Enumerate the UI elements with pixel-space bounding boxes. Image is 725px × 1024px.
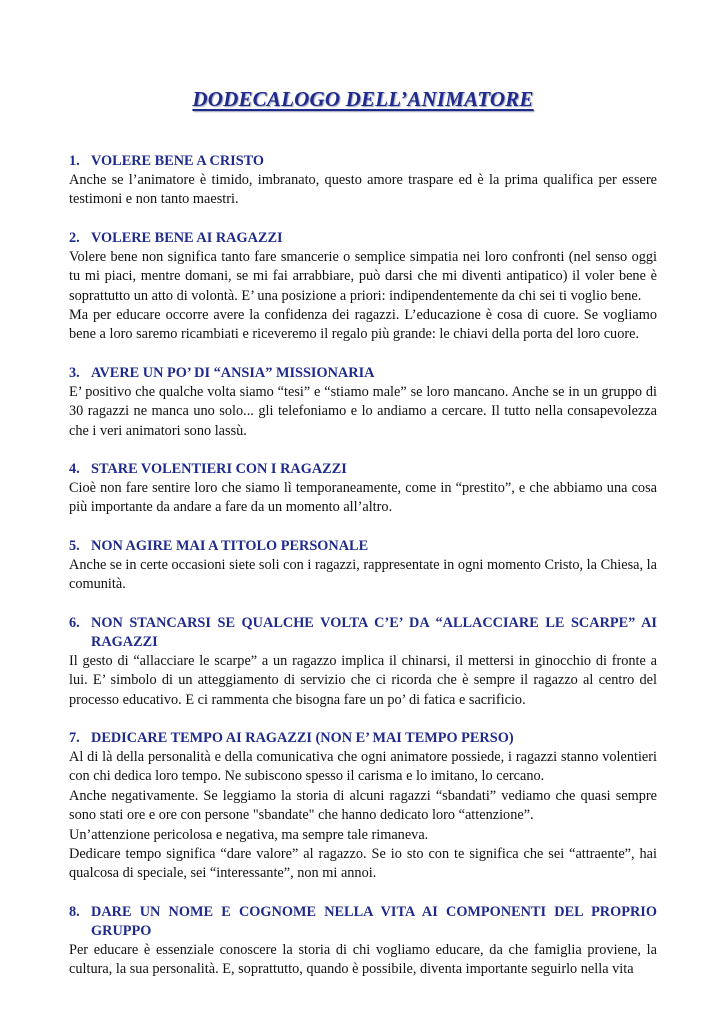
section-heading (69, 614, 657, 652)
section-title: AVERE UN PO’ DI “ANSIA” MISSIONARIA (91, 364, 375, 381)
section-paragraph: Ma per educare occorre avere la confidenza dei ragazzi. L’educazione è cosa di cuore. Se vogliamo bene a loro saremo ricambiati e riceveremo il regalo più grande: le chiavi della porta del loro cuore. (69, 307, 657, 343)
section-8 (69, 903, 657, 980)
section-number: 5. (69, 537, 80, 554)
section-5 (69, 537, 657, 595)
section-paragraph: Anche se in certe occasioni siete soli con i ragazzi, rappresentate in ogni momento Cristo, la Chiesa, la comunità. (69, 556, 657, 593)
section-title: NON STANCARSI SE QUALCHE VOLTA C’E’ DA “ALLACCIARE LE SCARPE” AI RAGAZZI (91, 614, 657, 650)
section-title: NON AGIRE MAI A TITOLO PERSONALE (91, 537, 369, 554)
section-2 (69, 229, 657, 345)
section-title: VOLERE BENE A CRISTO (91, 153, 265, 169)
section-paragraph: Dedicare tempo significa “dare valore” al ragazzo. Se io sto con te significa che sei “attraente”, hai qualcosa di speciale, sei “interessante”, non mi annoi. (69, 845, 657, 882)
section-number: 3. (69, 364, 80, 381)
section-heading (69, 460, 657, 479)
section-paragraph: Il gesto di “allacciare le scarpe” a un ragazzo implica il chinarsi, il mettersi in ginocchio di fronte a lui. E’ simbolo di un atteggiamento di servizio che ci ricorda che è sempre il ragazzo al centro del processo educativo. E ci rammenta che bisogna fare un po’ di fatica e sacrificio. (69, 652, 657, 708)
section-heading (69, 537, 657, 556)
section-7 (69, 729, 657, 884)
section-number: 2. (69, 229, 80, 246)
section-title: DEDICARE TEMPO AI RAGAZZI (NON E’ MAI TEMPO PERSO) (91, 729, 514, 746)
document-title: DODECALOGO DELL’ANIMATORE (192, 87, 534, 111)
section-paragraph: Anche negativamente. Se leggiamo la storia di alcuni ragazzi “sbandati” vediamo che quasi sempre sono stati ore e ore con persone "sbandate" che hanno dedicato loro “attenzione”. (69, 787, 657, 824)
section-paragraph: E’ positivo che qualche volta siamo “tesi” e “stiamo male” se loro mancano. Anche se in un gruppo di 30 ragazzi ne manca uno solo... gli telefoniamo e lo andiamo a cercare. Il tutto nella consapevolezza che i veri animatori sono lassù. (69, 383, 657, 439)
section-paragraph: Un’attenzione pericolosa e negativa, ma sempre tale rimaneva. (69, 826, 429, 843)
section-1 (69, 152, 657, 210)
section-number: 7. (69, 729, 80, 746)
section-list (69, 152, 657, 980)
section-heading (69, 729, 657, 748)
section-number: 1. (69, 153, 80, 169)
section-paragraph: Al di là della personalità e della comunicativa che ogni animatore possiede, i ragazzi stanno volentieri con chi dedica loro tempo. Ne subiscono spesso il carisma e lo imitano, lo cercano. (69, 748, 657, 785)
section-heading (69, 364, 657, 383)
section-heading (69, 229, 657, 248)
section-number: 6. (69, 614, 80, 631)
section-paragraph: Anche se l’animatore è timido, imbranato, questo amore traspare ed è la prima qualifica per essere testimoni e non tanto maestri. (69, 172, 657, 208)
section-3 (69, 364, 657, 441)
section-4 (69, 460, 657, 518)
document-page (69, 0, 657, 999)
section-title: DARE UN NOME E COGNOME NELLA VITA AI COMPONENTI DEL PROPRIO GRUPPO (91, 903, 657, 939)
section-number: 8. (69, 903, 80, 920)
section-title: VOLERE BENE AI RAGAZZI (91, 229, 283, 246)
section-heading (69, 152, 657, 171)
section-paragraph: Per educare è essenziale conoscere la storia di chi vogliamo educare, da che famiglia proviene, la cultura, la sua personalità. E, soprattutto, quando è possibile, diventa importante seguirlo nella vita (69, 941, 657, 978)
section-6 (69, 614, 657, 710)
section-number: 4. (69, 461, 80, 478)
section-title: STARE VOLENTIERI CON I RAGAZZI (91, 461, 347, 478)
section-heading (69, 903, 657, 941)
section-paragraph: Volere bene non significa tanto fare smancerie o semplice simpatia nei loro confronti (nel senso oggi tu mi piaci, mentre domani, se mi fai arrabbiare, può darsi che mi diventi antipatico) il voler bene è soprattutto un atto di volontà. E’ una posizione a priori: indipendentemente da chi sei ti voglio bene. (69, 248, 657, 304)
section-paragraph: Cioè non fare sentire loro che siamo lì temporaneamente, come in “prestito”, e che abbiamo una cosa più importante da andare a fare da un momento all’altro. (69, 480, 657, 516)
